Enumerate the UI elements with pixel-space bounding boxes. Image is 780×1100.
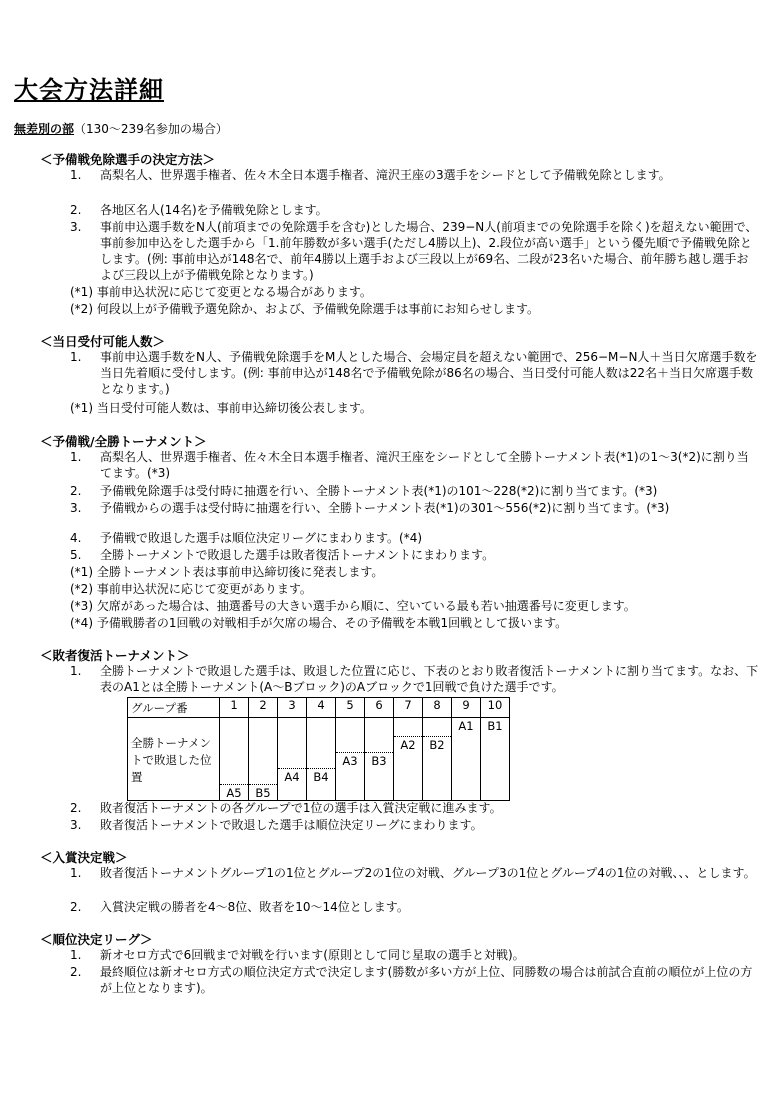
slot-label: B5	[249, 784, 277, 801]
footnote: (*2) 事前申込状況に応じて変更があります。	[70, 582, 312, 596]
table-cell	[481, 718, 510, 801]
slot-label: B3	[365, 752, 393, 769]
section-heading-walkin: ＜当日受付可能人数＞	[40, 334, 166, 349]
footnote: (*1) 事前申込状況に応じて変更となる場合があります。	[70, 285, 372, 299]
item-number: 3.	[70, 220, 82, 234]
list-item	[70, 167, 760, 199]
slot-label: B1	[487, 719, 503, 733]
slot-label: A5	[220, 784, 248, 801]
section-heading-seed: ＜予備戦免除選手の決定方法＞	[40, 152, 216, 167]
item-number: 1.	[70, 350, 82, 364]
repechage-group-table	[127, 697, 510, 801]
item-text: 事前申込選手数をN人、予備戦免除選手をM人とした場合、会場定員を超えない範囲で、256−M−N人＋当日欠席選手数を当日先着順に受付します。(例: 事前申込が148名で予備戦免除が86名の場合、当日受付可能人数は22名＋当日欠席選手数となります。)	[100, 350, 758, 396]
footnote: (*4) 予備戦勝者の1回戦の対戦相手が欠席の場合、その予備戦を本戦1回戦として扱います。	[70, 616, 568, 630]
table-cell	[423, 718, 452, 801]
category-name: 無差別の部	[14, 122, 75, 136]
table-header-label: グループ番	[128, 698, 220, 718]
item-text: 予備戦免除選手は受付時に抽選を行い、全勝トーナメント表(*1)の101〜228(*2)に割り当てます。(*3)	[100, 484, 658, 498]
item-number: 2.	[70, 801, 82, 815]
table-cell	[278, 718, 307, 801]
item-text: 各地区名人(14名)を予備戦免除とします。	[100, 203, 328, 217]
item-number: 1.	[70, 948, 82, 962]
item-text: 予備戦からの選手は受付時に抽選を行い、全勝トーナメント表(*1)の301〜556(*2)に割り当てます。(*3)	[100, 501, 670, 515]
item-number: 2.	[70, 484, 82, 498]
footnote: (*3) 欠席があった場合は、抽選番号の大きい選手から順に、空いている最も若い抽選番号に変更します。	[70, 599, 636, 613]
item-number: 2.	[70, 203, 82, 217]
table-row-label: 全勝トーナメントで敗退した位置	[128, 718, 220, 801]
table-cell	[394, 718, 423, 801]
table-cell	[249, 718, 278, 801]
item-text: 入賞決定戦の勝者を4〜8位、敗者を10〜14位とします。	[100, 900, 409, 914]
table-column-header: 10	[481, 698, 510, 718]
item-text: 敗者復活トーナメントグループ1の1位とグループ2の1位の対戦、グループ3の1位とグループ4の1位の対戦、、、とします。	[100, 866, 756, 880]
item-number: 2.	[70, 965, 82, 979]
table-cell	[452, 718, 481, 801]
table-column-header: 8	[423, 698, 452, 718]
footnote: (*2) 何段以上が予備戦予選免除か、および、予備戦免除選手は事前にお知らせします。	[70, 302, 540, 316]
section-heading-ranking: ＜順位決定リーグ＞	[40, 932, 153, 947]
item-number: 3.	[70, 818, 82, 832]
item-text: 敗者復活トーナメントで敗退した選手は順位決定リーグにまわります。	[100, 818, 483, 832]
table-column-header: 2	[249, 698, 278, 718]
item-text: 高梨名人、世界選手権者、佐々木全日本選手権者、滝沢王座をシードとして全勝トーナメント表(*1)の1〜3(*2)に割り当てます。(*3)	[100, 450, 749, 480]
section-heading-repechage: ＜敗者復活トーナメント＞	[40, 648, 190, 663]
item-number: 1.	[70, 168, 82, 182]
page-title: 大会方法詳細	[14, 76, 164, 104]
table-cell	[220, 718, 249, 801]
section-heading-tournament: ＜予備戦/全勝トーナメント＞	[40, 434, 207, 449]
slot-label: A2	[394, 736, 422, 753]
table-cell	[336, 718, 365, 801]
table-cell	[307, 718, 336, 801]
category-range: （130〜239名参加の場合）	[74, 122, 228, 136]
item-text: 敗者復活トーナメントの各グループで1位の選手は入賞決定戦に進みます。	[100, 801, 502, 815]
item-number: 1.	[70, 450, 82, 464]
category-subtitle	[14, 120, 228, 137]
slot-label: B4	[307, 768, 335, 785]
item-text: 事前申込選手数をN人(前項までの免除選手を含む)とした場合、239−N人(前項までの免除選手を除く)を超えない範囲で、事前参加申込をした選手から「1.前年勝数が多い選手(ただし4勝以上)、2.段位が高い選手」という優先順で予備戦免除とします。(例: 事前申込が148名で、前年4勝以上選手および三段以上が69名、二段が23名いた場合、前年勝ち越し選手および三段以上が予備戦免除となります。)	[100, 220, 758, 282]
table-column-header: 3	[278, 698, 307, 718]
slot-label: A1	[458, 719, 474, 733]
item-text: 全勝トーナメントで敗退した選手は敗者復活トーナメントにまわります。	[100, 548, 495, 562]
item-text: 新オセロ方式で6回戦まで対戦を行います(原則として同じ星取の選手と対戦)。	[100, 948, 525, 962]
item-number: 1.	[70, 664, 82, 678]
slot-label: A3	[336, 752, 364, 769]
table-column-header: 6	[365, 698, 394, 718]
item-number: 3.	[70, 501, 82, 515]
item-text: 高梨名人、世界選手権者、佐々木全日本選手権者、滝沢王座の3選手をシードとして予備戦免除とします。	[100, 168, 671, 182]
item-text: 予備戦で敗退した選手は順位決定リーグにまわります。(*4)	[100, 531, 423, 545]
footnote: (*1) 当日受付可能人数は、事前申込締切後公表します。	[70, 401, 372, 415]
item-number: 1.	[70, 866, 82, 880]
table-column-header: 4	[307, 698, 336, 718]
table-column-header: 1	[220, 698, 249, 718]
table-column-header: 9	[452, 698, 481, 718]
table-cell	[365, 718, 394, 801]
slot-label: A4	[278, 768, 306, 785]
item-text: 最終順位は新オセロ方式の順位決定方式で決定します(勝数が多い方が上位、同勝数の場合は前試合直前の順位が上位の方が上位となります)。	[100, 965, 753, 995]
section-heading-prize: ＜入賞決定戦＞	[40, 850, 128, 865]
footnote: (*1) 全勝トーナメント表は事前申込締切後に発表します。	[70, 565, 384, 579]
table-column-header: 5	[336, 698, 365, 718]
item-number: 4.	[70, 531, 82, 545]
item-number: 5.	[70, 548, 82, 562]
table-column-header: 7	[394, 698, 423, 718]
item-text: 全勝トーナメントで敗退した選手は、敗退した位置に応じ、下表のとおり敗者復活トーナメントに割り当てます。なお、下表のA1とは全勝トーナメント(A〜Bブロック)のAブロックで1回戦で負けた選手です。	[100, 664, 759, 694]
slot-label: B2	[423, 736, 451, 753]
item-number: 2.	[70, 900, 82, 914]
